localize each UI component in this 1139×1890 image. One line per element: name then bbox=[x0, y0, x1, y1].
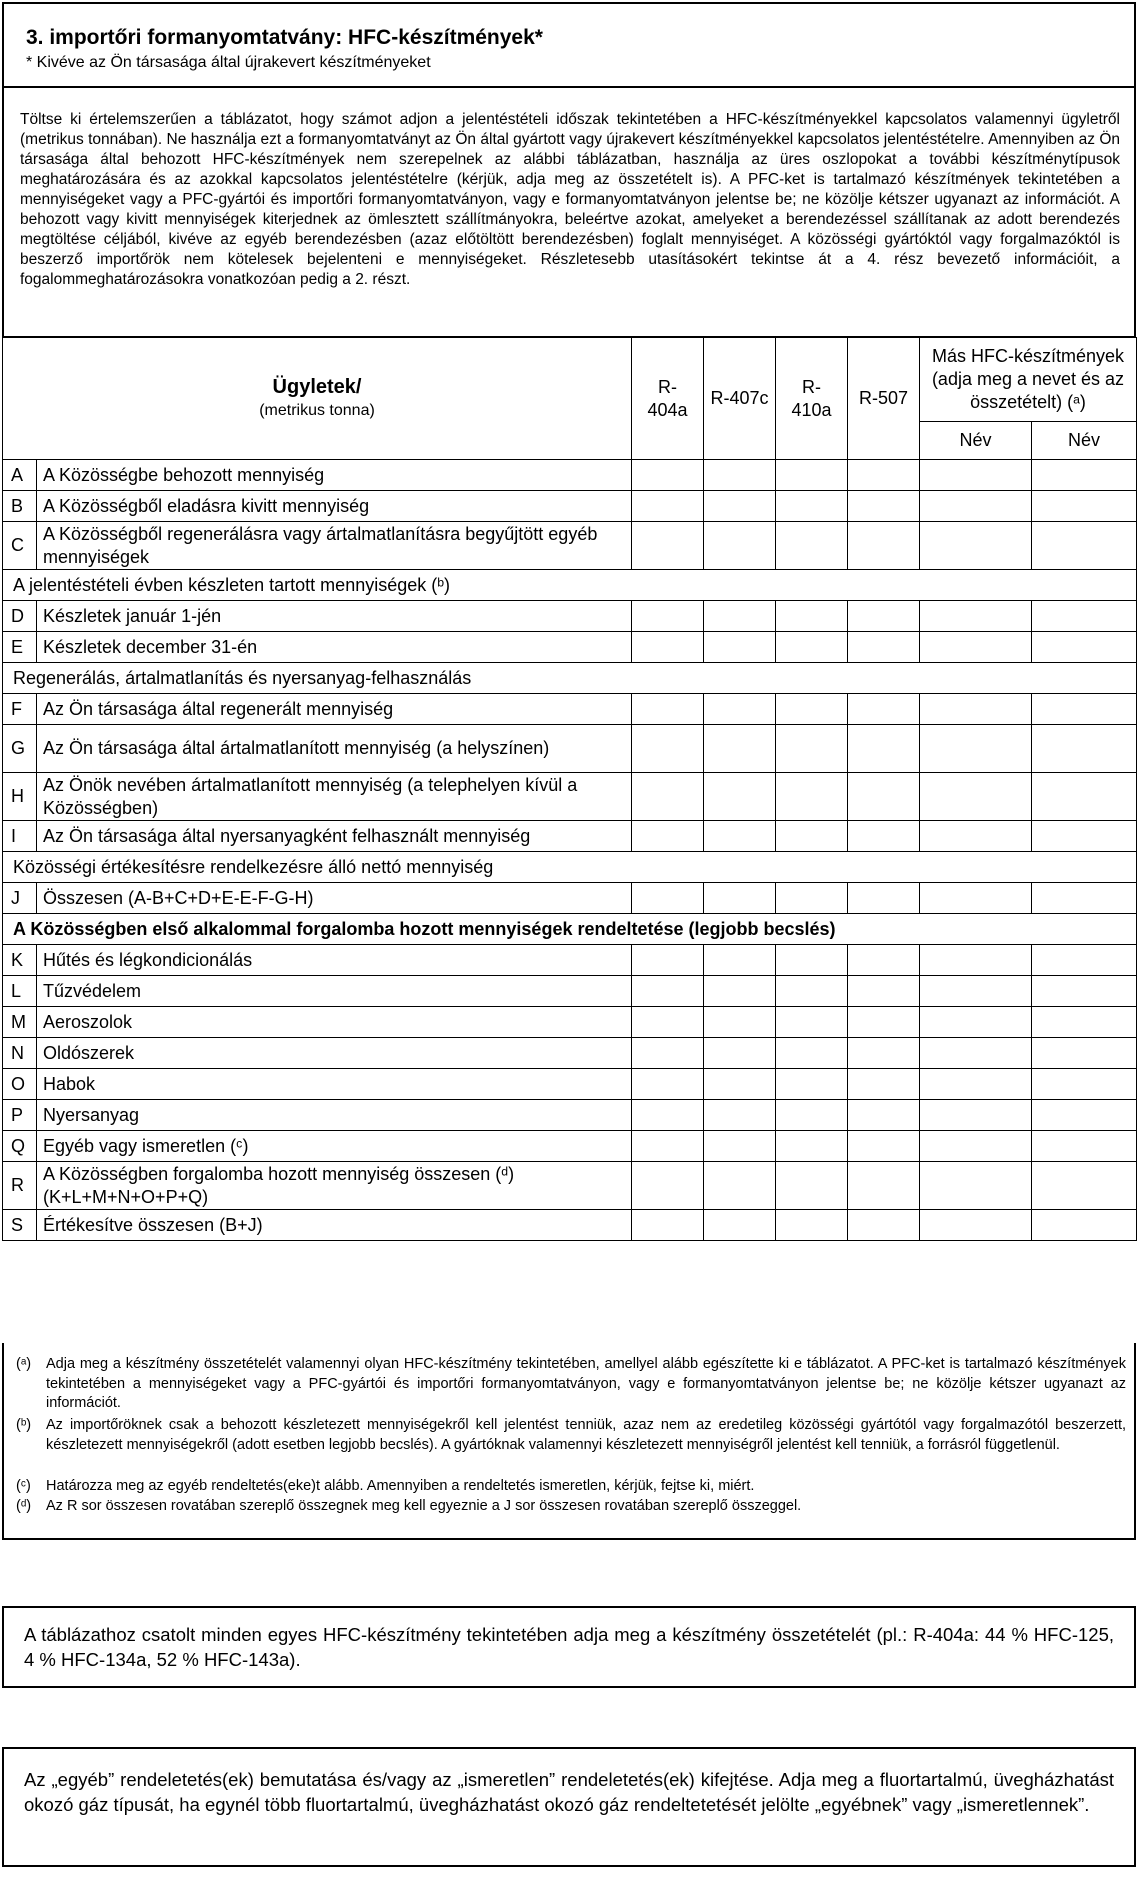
footnote-mark: (ᶜ) bbox=[16, 1478, 31, 1494]
input-cell[interactable] bbox=[776, 1210, 848, 1241]
footnote-mark: (ᵃ) bbox=[16, 1356, 32, 1372]
row-label: Értékesítve összesen (B+J) bbox=[37, 1210, 632, 1241]
row-letter: H bbox=[3, 773, 37, 821]
input-cell[interactable] bbox=[632, 1131, 704, 1162]
input-cell[interactable] bbox=[704, 773, 776, 821]
input-cell[interactable] bbox=[704, 1131, 776, 1162]
table-row bbox=[3, 1131, 1137, 1162]
footnote-text: Adja meg a készítmény összetételét valamennyi olyan HFC-készítmény tekintetében, amellyel alább egészítette ki e táblázatot. A PFC-ket is tartalmazó készítmények tekintetében a mennyiségeket vagy a PFC-gyártói és importőri formanyomtatványon, vagy e formanyomtatványon jelentse be; ne közölje kétszer ugyanazt az információt. bbox=[46, 1356, 1126, 1411]
input-cell[interactable] bbox=[776, 821, 848, 852]
section-heading: A Közösségben első alkalommal forgalomba hozott mennyiségek rendeltetése (legjobb becslés) bbox=[3, 914, 1137, 945]
input-cell[interactable] bbox=[920, 601, 1032, 632]
table-row bbox=[3, 725, 1137, 773]
input-cell[interactable] bbox=[1032, 460, 1137, 491]
footnote-a bbox=[16, 1355, 1126, 1414]
section-heading: Regenerálás, ártalmatlanítás és nyersanyag-felhasználás bbox=[3, 663, 1137, 694]
input-cell[interactable] bbox=[920, 460, 1032, 491]
input-cell[interactable] bbox=[920, 632, 1032, 663]
input-cell[interactable] bbox=[1032, 694, 1137, 725]
table-row bbox=[3, 976, 1137, 1007]
input-cell[interactable] bbox=[848, 945, 920, 976]
footnote-text: Az R sor összesen rovatában szereplő összegnek meg kell egyeznie a J sor összesen rovatában szereplő összeggel. bbox=[46, 1498, 802, 1514]
input-cell[interactable] bbox=[848, 1007, 920, 1038]
row-letter: A bbox=[3, 460, 37, 491]
table-row bbox=[3, 945, 1137, 976]
instructions-box bbox=[2, 86, 1136, 338]
form-subtitle: * Kivéve az Ön társasága által újrakevert készítményeket bbox=[26, 54, 431, 71]
input-cell[interactable] bbox=[704, 1038, 776, 1069]
footnote-c bbox=[16, 1477, 1126, 1497]
input-cell[interactable] bbox=[1032, 883, 1137, 914]
input-cell[interactable] bbox=[632, 632, 704, 663]
input-cell[interactable] bbox=[776, 1100, 848, 1131]
row-label: Készletek január 1-jén bbox=[37, 601, 632, 632]
input-cell[interactable] bbox=[1032, 725, 1137, 773]
input-cell[interactable] bbox=[848, 1131, 920, 1162]
table-row bbox=[3, 491, 1137, 522]
input-cell[interactable] bbox=[848, 773, 920, 821]
input-cell[interactable] bbox=[632, 522, 704, 570]
input-cell[interactable] bbox=[920, 1069, 1032, 1100]
input-cell[interactable] bbox=[848, 601, 920, 632]
input-cell[interactable] bbox=[1032, 1069, 1137, 1100]
table-row bbox=[3, 460, 1137, 491]
input-cell[interactable] bbox=[848, 522, 920, 570]
table-row bbox=[3, 883, 1137, 914]
input-cell[interactable] bbox=[776, 460, 848, 491]
input-cell[interactable] bbox=[704, 632, 776, 663]
row-label: A Közösségben forgalomba hozott mennyiség összesen (ᵈ) (K+L+M+N+O+P+Q) bbox=[37, 1162, 632, 1210]
input-cell[interactable] bbox=[1032, 1007, 1137, 1038]
table-row bbox=[3, 1100, 1137, 1131]
input-cell[interactable] bbox=[776, 725, 848, 773]
input-cell[interactable] bbox=[848, 1162, 920, 1210]
input-cell[interactable] bbox=[704, 725, 776, 773]
input-cell[interactable] bbox=[704, 883, 776, 914]
input-cell[interactable] bbox=[1032, 821, 1137, 852]
input-cell[interactable] bbox=[848, 1100, 920, 1131]
input-cell[interactable] bbox=[1032, 1162, 1137, 1210]
input-cell[interactable] bbox=[632, 601, 704, 632]
table-row bbox=[3, 522, 1137, 570]
table-row bbox=[3, 601, 1137, 632]
input-cell[interactable] bbox=[1032, 491, 1137, 522]
input-cell[interactable] bbox=[848, 1038, 920, 1069]
row-letter: K bbox=[3, 945, 37, 976]
row-letter: D bbox=[3, 601, 37, 632]
input-cell[interactable] bbox=[632, 883, 704, 914]
input-cell[interactable] bbox=[848, 460, 920, 491]
row-label: Egyéb vagy ismeretlen (ᶜ) bbox=[37, 1131, 632, 1162]
footnote-d bbox=[16, 1497, 1126, 1517]
input-cell[interactable] bbox=[776, 1069, 848, 1100]
row-label: Összesen (A-B+C+D+E-E-F-G-H) bbox=[37, 883, 632, 914]
table-row bbox=[3, 821, 1137, 852]
input-cell[interactable] bbox=[920, 1007, 1032, 1038]
input-cell[interactable] bbox=[1032, 1100, 1137, 1131]
row-label: Az Ön társasága által ártalmatlanított mennyiség (a helyszínen) bbox=[37, 725, 632, 773]
input-cell[interactable] bbox=[1032, 976, 1137, 1007]
input-cell[interactable] bbox=[1032, 773, 1137, 821]
input-cell[interactable] bbox=[632, 773, 704, 821]
input-cell[interactable] bbox=[920, 522, 1032, 570]
input-cell[interactable] bbox=[632, 1038, 704, 1069]
input-cell[interactable] bbox=[920, 1162, 1032, 1210]
row-letter: R bbox=[3, 1162, 37, 1210]
input-cell[interactable] bbox=[920, 773, 1032, 821]
row-letter: S bbox=[3, 1210, 37, 1241]
input-cell[interactable] bbox=[704, 976, 776, 1007]
input-cell[interactable] bbox=[632, 945, 704, 976]
input-cell[interactable] bbox=[704, 1100, 776, 1131]
row-letter: G bbox=[3, 725, 37, 773]
column-header-other-hfc: Más HFC-készítmények (adja meg a nevet és az összetételt) (ᵃ) bbox=[920, 338, 1137, 422]
row-label: Nyersanyag bbox=[37, 1100, 632, 1131]
input-cell[interactable] bbox=[776, 1131, 848, 1162]
input-cell[interactable] bbox=[776, 945, 848, 976]
row-label: Tűzvédelem bbox=[37, 976, 632, 1007]
input-cell[interactable] bbox=[632, 1162, 704, 1210]
table-row bbox=[3, 1038, 1137, 1069]
input-cell[interactable] bbox=[920, 883, 1032, 914]
section-row bbox=[3, 570, 1137, 601]
input-cell[interactable] bbox=[848, 491, 920, 522]
footnotes-box bbox=[2, 1343, 1136, 1540]
input-cell[interactable] bbox=[1032, 522, 1137, 570]
row-letter: B bbox=[3, 491, 37, 522]
table-row bbox=[3, 1162, 1137, 1210]
input-cell[interactable] bbox=[776, 1007, 848, 1038]
input-cell[interactable] bbox=[704, 460, 776, 491]
input-cell[interactable] bbox=[632, 694, 704, 725]
input-cell[interactable] bbox=[1032, 1210, 1137, 1241]
input-cell[interactable] bbox=[704, 1210, 776, 1241]
input-cell[interactable] bbox=[1032, 945, 1137, 976]
input-cell[interactable] bbox=[632, 976, 704, 1007]
footnote-text: Határozza meg az egyéb rendeltetés(eke)t alább. Amennyiben a rendeltetés ismeretlen, kérjük, fejtse ki, miért. bbox=[46, 1478, 755, 1494]
input-cell[interactable] bbox=[1032, 1038, 1137, 1069]
footnote-mark: (ᵇ) bbox=[16, 1417, 32, 1433]
row-letter: C bbox=[3, 522, 37, 570]
row-label: Hűtés és légkondicionálás bbox=[37, 945, 632, 976]
footnote-mark: (ᵈ) bbox=[16, 1498, 32, 1514]
input-cell[interactable] bbox=[632, 460, 704, 491]
other-use-text: Az „egyéb” rendeletetés(ek) bemutatása és/vagy az „ismeretlen” rendeletetés(ek) kifejtése. Adja meg a fluortartalmú, üvegházhatást okozó gáz típusát, ha egynél több fluortartalmú, üvegházhatást okozó gáz rendeltetetését jelölte „egyébnek” vagy „ismeretlennek”. bbox=[24, 1769, 1114, 1815]
input-cell[interactable] bbox=[704, 945, 776, 976]
input-cell[interactable] bbox=[848, 821, 920, 852]
input-cell[interactable] bbox=[704, 821, 776, 852]
table-row bbox=[3, 1210, 1137, 1241]
input-cell[interactable] bbox=[704, 601, 776, 632]
input-cell[interactable] bbox=[920, 491, 1032, 522]
input-cell[interactable] bbox=[848, 632, 920, 663]
input-cell[interactable] bbox=[776, 1038, 848, 1069]
other-use-box[interactable] bbox=[2, 1747, 1136, 1867]
section-row bbox=[3, 663, 1137, 694]
input-cell[interactable] bbox=[776, 773, 848, 821]
row-label: Készletek december 31-én bbox=[37, 632, 632, 663]
row-label: Az Önök nevében ártalmatlanított mennyiség (a telephelyen kívül a Közösségben) bbox=[37, 773, 632, 821]
row-letter: E bbox=[3, 632, 37, 663]
row-label: Az Ön társasága által nyersanyagként felhasznált mennyiség bbox=[37, 821, 632, 852]
input-cell[interactable] bbox=[776, 601, 848, 632]
input-cell[interactable] bbox=[920, 1131, 1032, 1162]
input-cell[interactable] bbox=[632, 725, 704, 773]
input-cell[interactable] bbox=[1032, 632, 1137, 663]
input-cell[interactable] bbox=[848, 976, 920, 1007]
input-cell[interactable] bbox=[632, 1007, 704, 1038]
composition-box[interactable] bbox=[2, 1606, 1136, 1688]
input-cell[interactable] bbox=[632, 1069, 704, 1100]
row-letter: J bbox=[3, 883, 37, 914]
row-label: Oldószerek bbox=[37, 1038, 632, 1069]
input-cell[interactable] bbox=[920, 1100, 1032, 1131]
input-cell[interactable] bbox=[632, 491, 704, 522]
input-cell[interactable] bbox=[848, 694, 920, 725]
column-header-r404a: R-404a bbox=[632, 338, 704, 460]
input-cell[interactable] bbox=[920, 1210, 1032, 1241]
input-cell[interactable] bbox=[776, 632, 848, 663]
input-cell[interactable] bbox=[776, 1162, 848, 1210]
input-cell[interactable] bbox=[704, 1007, 776, 1038]
row-label: A Közösségbe behozott mennyiség bbox=[37, 460, 632, 491]
input-cell[interactable] bbox=[704, 491, 776, 522]
row-letter: O bbox=[3, 1069, 37, 1100]
column-header-name-2: Név bbox=[1032, 422, 1137, 460]
input-cell[interactable] bbox=[848, 725, 920, 773]
input-cell[interactable] bbox=[920, 694, 1032, 725]
input-cell[interactable] bbox=[776, 522, 848, 570]
row-letter: F bbox=[3, 694, 37, 725]
input-cell[interactable] bbox=[920, 725, 1032, 773]
row-letter: N bbox=[3, 1038, 37, 1069]
input-cell[interactable] bbox=[704, 522, 776, 570]
input-cell[interactable] bbox=[920, 1038, 1032, 1069]
section-heading: A jelentéstételi évben készleten tartott mennyiségek (ᵇ) bbox=[3, 570, 1137, 601]
input-cell[interactable] bbox=[632, 1210, 704, 1241]
composition-text: A táblázathoz csatolt minden egyes HFC-készítmény tekintetében adja meg a készítmény összetételét (pl.: R-404a: 44 % HFC-125, 4 % HFC-134a, 52 % HFC-143a). bbox=[24, 1624, 1114, 1670]
input-cell[interactable] bbox=[776, 883, 848, 914]
instructions-text: Töltse ki értelemszerűen a táblázatot, hogy számot adjon a jelentéstételi időszak tekintetében a HFC-készítményekkel kapcsolatos valamennyi ügyletről (metrikus tonnában). Ne használja ezt a formanyomtatványt az Ön által gyártott vagy újrakevert készítményekkel kapcsolatos jelentéstételre. Amennyiben az Ön társasága által behozott HFC-készítmények nem szerepelnek az alábbi táblázatban, használja az üres oszlopokat a további készítménytípusok meghatározására és az azokkal kapcsolatos jelentéstételre (kérjük, adja meg az összetételt is). A PFC-ket is tartalmazó készítmények tekintetében a mennyiségeket vagy a PFC-gyártói és importőri formanyomtatványon, vagy e formanyomtatványon jelentse be; ne közölje kétszer ugyanazt az információt. A behozott vagy kivitt mennyiségek kiterjednek az ömlesztett szállítmányokra, beleértve azokat, amelyeket a berendezéssel szállítanak az adott berendezés megtöltése céljából, kivéve az egyéb berendezésben (azaz előtöltött berendezésben) foglalt mennyiséget. A közösségi gyártóktól vagy forgalmazóktól is beszerző importőrök nem kötelesek bejelenteni e mennyiségeket. Részletesebb utasításokért tekintse át a 4. rész bevezető információit, a fogalommeghatározásokra vonatkozóan pedig a 2. részt. bbox=[20, 111, 1120, 288]
form-title-box bbox=[2, 2, 1136, 88]
input-cell[interactable] bbox=[704, 1162, 776, 1210]
table-header-unit: (metrikus tonna) bbox=[259, 401, 375, 419]
section-heading: Közösségi értékesítésre rendelkezésre álló nettó mennyiség bbox=[3, 852, 1137, 883]
section-row bbox=[3, 852, 1137, 883]
column-header-r407c: R-407c bbox=[704, 338, 776, 460]
input-cell[interactable] bbox=[704, 1069, 776, 1100]
row-label: A Közösségből regenerálásra vagy ártalmatlanításra begyűjtött egyéb mennyiségek bbox=[37, 522, 632, 570]
row-label: Aeroszolok bbox=[37, 1007, 632, 1038]
footnote-b bbox=[16, 1416, 1126, 1455]
row-letter: Q bbox=[3, 1131, 37, 1162]
input-cell[interactable] bbox=[704, 694, 776, 725]
column-header-r507: R-507 bbox=[848, 338, 920, 460]
input-cell[interactable] bbox=[920, 945, 1032, 976]
input-cell[interactable] bbox=[848, 1069, 920, 1100]
table-header-transactions bbox=[3, 338, 632, 460]
table-row bbox=[3, 694, 1137, 725]
column-header-r410a: R-410a bbox=[776, 338, 848, 460]
input-cell[interactable] bbox=[1032, 1131, 1137, 1162]
input-cell[interactable] bbox=[776, 491, 848, 522]
table-row bbox=[3, 773, 1137, 821]
table-row bbox=[3, 1069, 1137, 1100]
input-cell[interactable] bbox=[920, 976, 1032, 1007]
row-letter: P bbox=[3, 1100, 37, 1131]
column-header-name-1: Név bbox=[920, 422, 1032, 460]
form-title: 3. importőri formanyomtatvány: HFC-készítmények* bbox=[26, 26, 543, 49]
table-row bbox=[3, 1007, 1137, 1038]
row-letter: I bbox=[3, 821, 37, 852]
input-cell[interactable] bbox=[848, 883, 920, 914]
transactions-table bbox=[2, 337, 1137, 1241]
input-cell[interactable] bbox=[776, 694, 848, 725]
row-letter: M bbox=[3, 1007, 37, 1038]
section-row bbox=[3, 914, 1137, 945]
input-cell[interactable] bbox=[776, 976, 848, 1007]
footnote-text: Az importőröknek csak a behozott készletezett mennyiségekről kell jelentést tenniük, azaz nem az eredetileg közösségi gyártótól vagy forgalmazótól beszerzett, készletezett mennyiségekről (adott esetben legjobb becslés). A gyártóknak valamennyi készletezett mennyiségről jelentést kell tenniük, a forrásról függetlenül. bbox=[46, 1417, 1126, 1453]
input-cell[interactable] bbox=[632, 1100, 704, 1131]
input-cell[interactable] bbox=[848, 1210, 920, 1241]
table-row bbox=[3, 632, 1137, 663]
row-label: A Közösségből eladásra kivitt mennyiség bbox=[37, 491, 632, 522]
table-header-title: Ügyletek/ bbox=[272, 375, 362, 398]
input-cell[interactable] bbox=[1032, 601, 1137, 632]
input-cell[interactable] bbox=[632, 821, 704, 852]
row-letter: L bbox=[3, 976, 37, 1007]
row-label: Habok bbox=[37, 1069, 632, 1100]
input-cell[interactable] bbox=[920, 821, 1032, 852]
row-label: Az Ön társasága által regenerált mennyiség bbox=[37, 694, 632, 725]
